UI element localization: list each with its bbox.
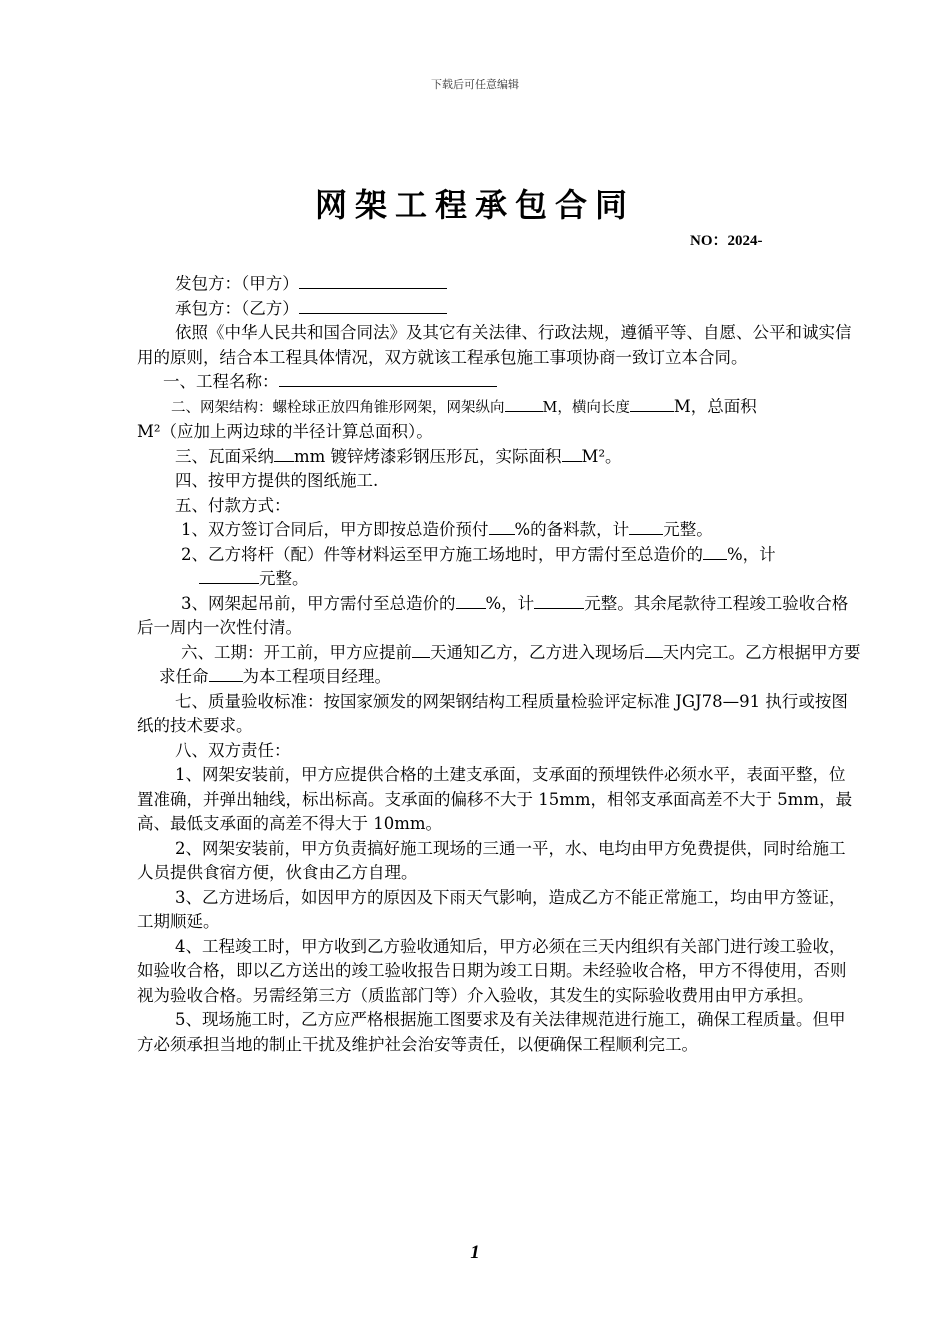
manager-blank[interactable] (209, 665, 243, 682)
length-blank[interactable] (505, 395, 543, 412)
contract-number: NO：2024- (690, 233, 763, 249)
payment-3-percent-blank[interactable] (456, 592, 486, 609)
payment-1-amount-blank[interactable] (629, 518, 663, 535)
party-a-line (137, 272, 861, 297)
section-1-label: 一、工程名称： (163, 372, 279, 391)
intro-paragraph: 依照《中华人民共和国合同法》及其它有关法律、行政法规，遵循平等、自愿、公平和诚实信用的原则，结合本工程具体情况，双方就该工程承包施工事项协商一致订立本合同。 (137, 323, 852, 367)
payment-1-text-b: %的备料款，计 (514, 520, 630, 539)
section-8: 八、双方责任： (175, 740, 291, 760)
payment-1-text-a: 1、双方签订合同后，甲方即按总造价预付 (181, 520, 489, 539)
section-7: 七、质量验收标准：按国家颁发的网架钢结构工程质量检验评定标准 JGJ78—91 执行或按图纸的技术要求。 (137, 691, 848, 735)
section-4: 四、按甲方提供的图纸施工. (175, 471, 379, 490)
page-number: 1 (470, 1242, 480, 1263)
section-2-text-c: M，总面积 (673, 396, 757, 416)
duration-days-blank[interactable] (645, 641, 663, 658)
section-6-text-d: 为本工程项目经理。 (242, 667, 391, 686)
responsibility-4: 4、工程竣工时，甲方收到乙方验收通知后，甲方必须在三天内组织有关部门进行竣工验收，如验收合格，即以乙方送出的竣工验收报告日期为竣工日期。未经验收合格，甲方不得使用，否则视为验收合格。另需经第三方（质监部门等）介入验收，其发生的实际验收费用由甲方承担。 (137, 936, 847, 1005)
section-3-text-a: 三、瓦面采纳 (175, 446, 274, 466)
payment-3-text-c: 元整。其余尾款待工程竣工验收合格后一周内一次性付清。 (137, 593, 849, 637)
payment-2-text-a: 2、乙方将杆（配）件等材料运至甲方施工场地时，甲方需付至总造价的 (181, 544, 703, 564)
responsibility-3: 3、乙方进场后，如因甲方的原因及下雨天气影响，造成乙方不能正常施工，均由甲方签证，工期顺延。 (137, 887, 846, 931)
payment-2-percent-blank[interactable] (703, 543, 727, 560)
section-6-text-b: 天通知乙方，乙方进入现场后 (430, 642, 645, 662)
section-2-text-d: M²（应加上两边球的半径计算总面积）。 (137, 422, 433, 441)
section-2-text-a: 二、网架结构：螺栓球正放四角锥形网架，网架纵向 (171, 399, 505, 416)
section-5: 五、付款方式： (175, 495, 291, 515)
payment-2-amount-blank[interactable] (199, 567, 259, 584)
payment-3-amount-blank[interactable] (534, 592, 584, 609)
notice-days-blank[interactable] (412, 641, 430, 658)
payment-2-text-b: %，计 (727, 544, 776, 564)
width-blank[interactable] (630, 395, 674, 412)
payment-3-text-a: 3、网架起吊前，甲方需付至总造价的 (181, 593, 456, 613)
payment-2-text-c: 元整。 (259, 569, 309, 588)
section-6-text-a: 六、工期：开工前，甲方应提前 (181, 642, 412, 662)
responsibility-2: 2、网架安装前，甲方负责搞好施工现场的三通一平，水、电均由甲方免费提供，同时给施工人员提供食宿方便，伙食由乙方自理。 (137, 838, 846, 882)
payment-1-text-c: 元整。 (663, 520, 713, 539)
section-3 (137, 445, 861, 470)
payment-3-text-b: %，计 (485, 593, 535, 613)
section-3-text-b: mm 镀锌烤漆彩钢压形瓦，实际面积 (294, 446, 562, 466)
section-6 (137, 641, 861, 690)
party-a-label: 发包方：（甲方） (175, 274, 299, 293)
project-name-blank[interactable] (279, 370, 497, 387)
header-note: 下载后可任意编辑 (431, 78, 519, 91)
document-title: 网架工程承包合同 (314, 186, 635, 224)
responsibility-1: 1、网架安装前，甲方应提供合格的土建支承面，支承面的预埋铁件必须水平，表面平整，位置准确，并弹出轴线，标出标高。支承面的偏移不大于 15mm，相邻支承面高差不大于 5mm，最高、最低支承面的高差不得大于 10mm。 (137, 765, 853, 833)
contract-body (137, 272, 861, 1057)
area-blank[interactable] (562, 445, 582, 462)
party-b-blank[interactable] (299, 297, 447, 314)
section-3-text-c: M²。 (581, 446, 622, 466)
party-b-label: 承包方：（乙方） (175, 298, 299, 318)
payment-2 (137, 543, 861, 568)
section-2-text-b: M，横向长度 (542, 399, 630, 416)
payment-2-cont (137, 567, 861, 592)
section-2 (137, 395, 861, 445)
section-1 (137, 370, 861, 395)
party-b-line (137, 297, 861, 322)
payment-1-percent-blank[interactable] (489, 518, 515, 535)
thickness-blank[interactable] (274, 445, 294, 462)
payment-3 (137, 592, 861, 641)
payment-1 (137, 518, 861, 543)
section-6-text-c: 天内完工。乙方根据甲方要求任命 (159, 642, 861, 686)
responsibility-5: 5、现场施工时，乙方应严格根据施工图要求及有关法律规范进行施工，确保工程质量。但甲方必须承担当地的制止干扰及维护社会治安等责任，以便确保工程顺利完工。 (137, 1010, 846, 1054)
party-a-blank[interactable] (299, 272, 447, 289)
